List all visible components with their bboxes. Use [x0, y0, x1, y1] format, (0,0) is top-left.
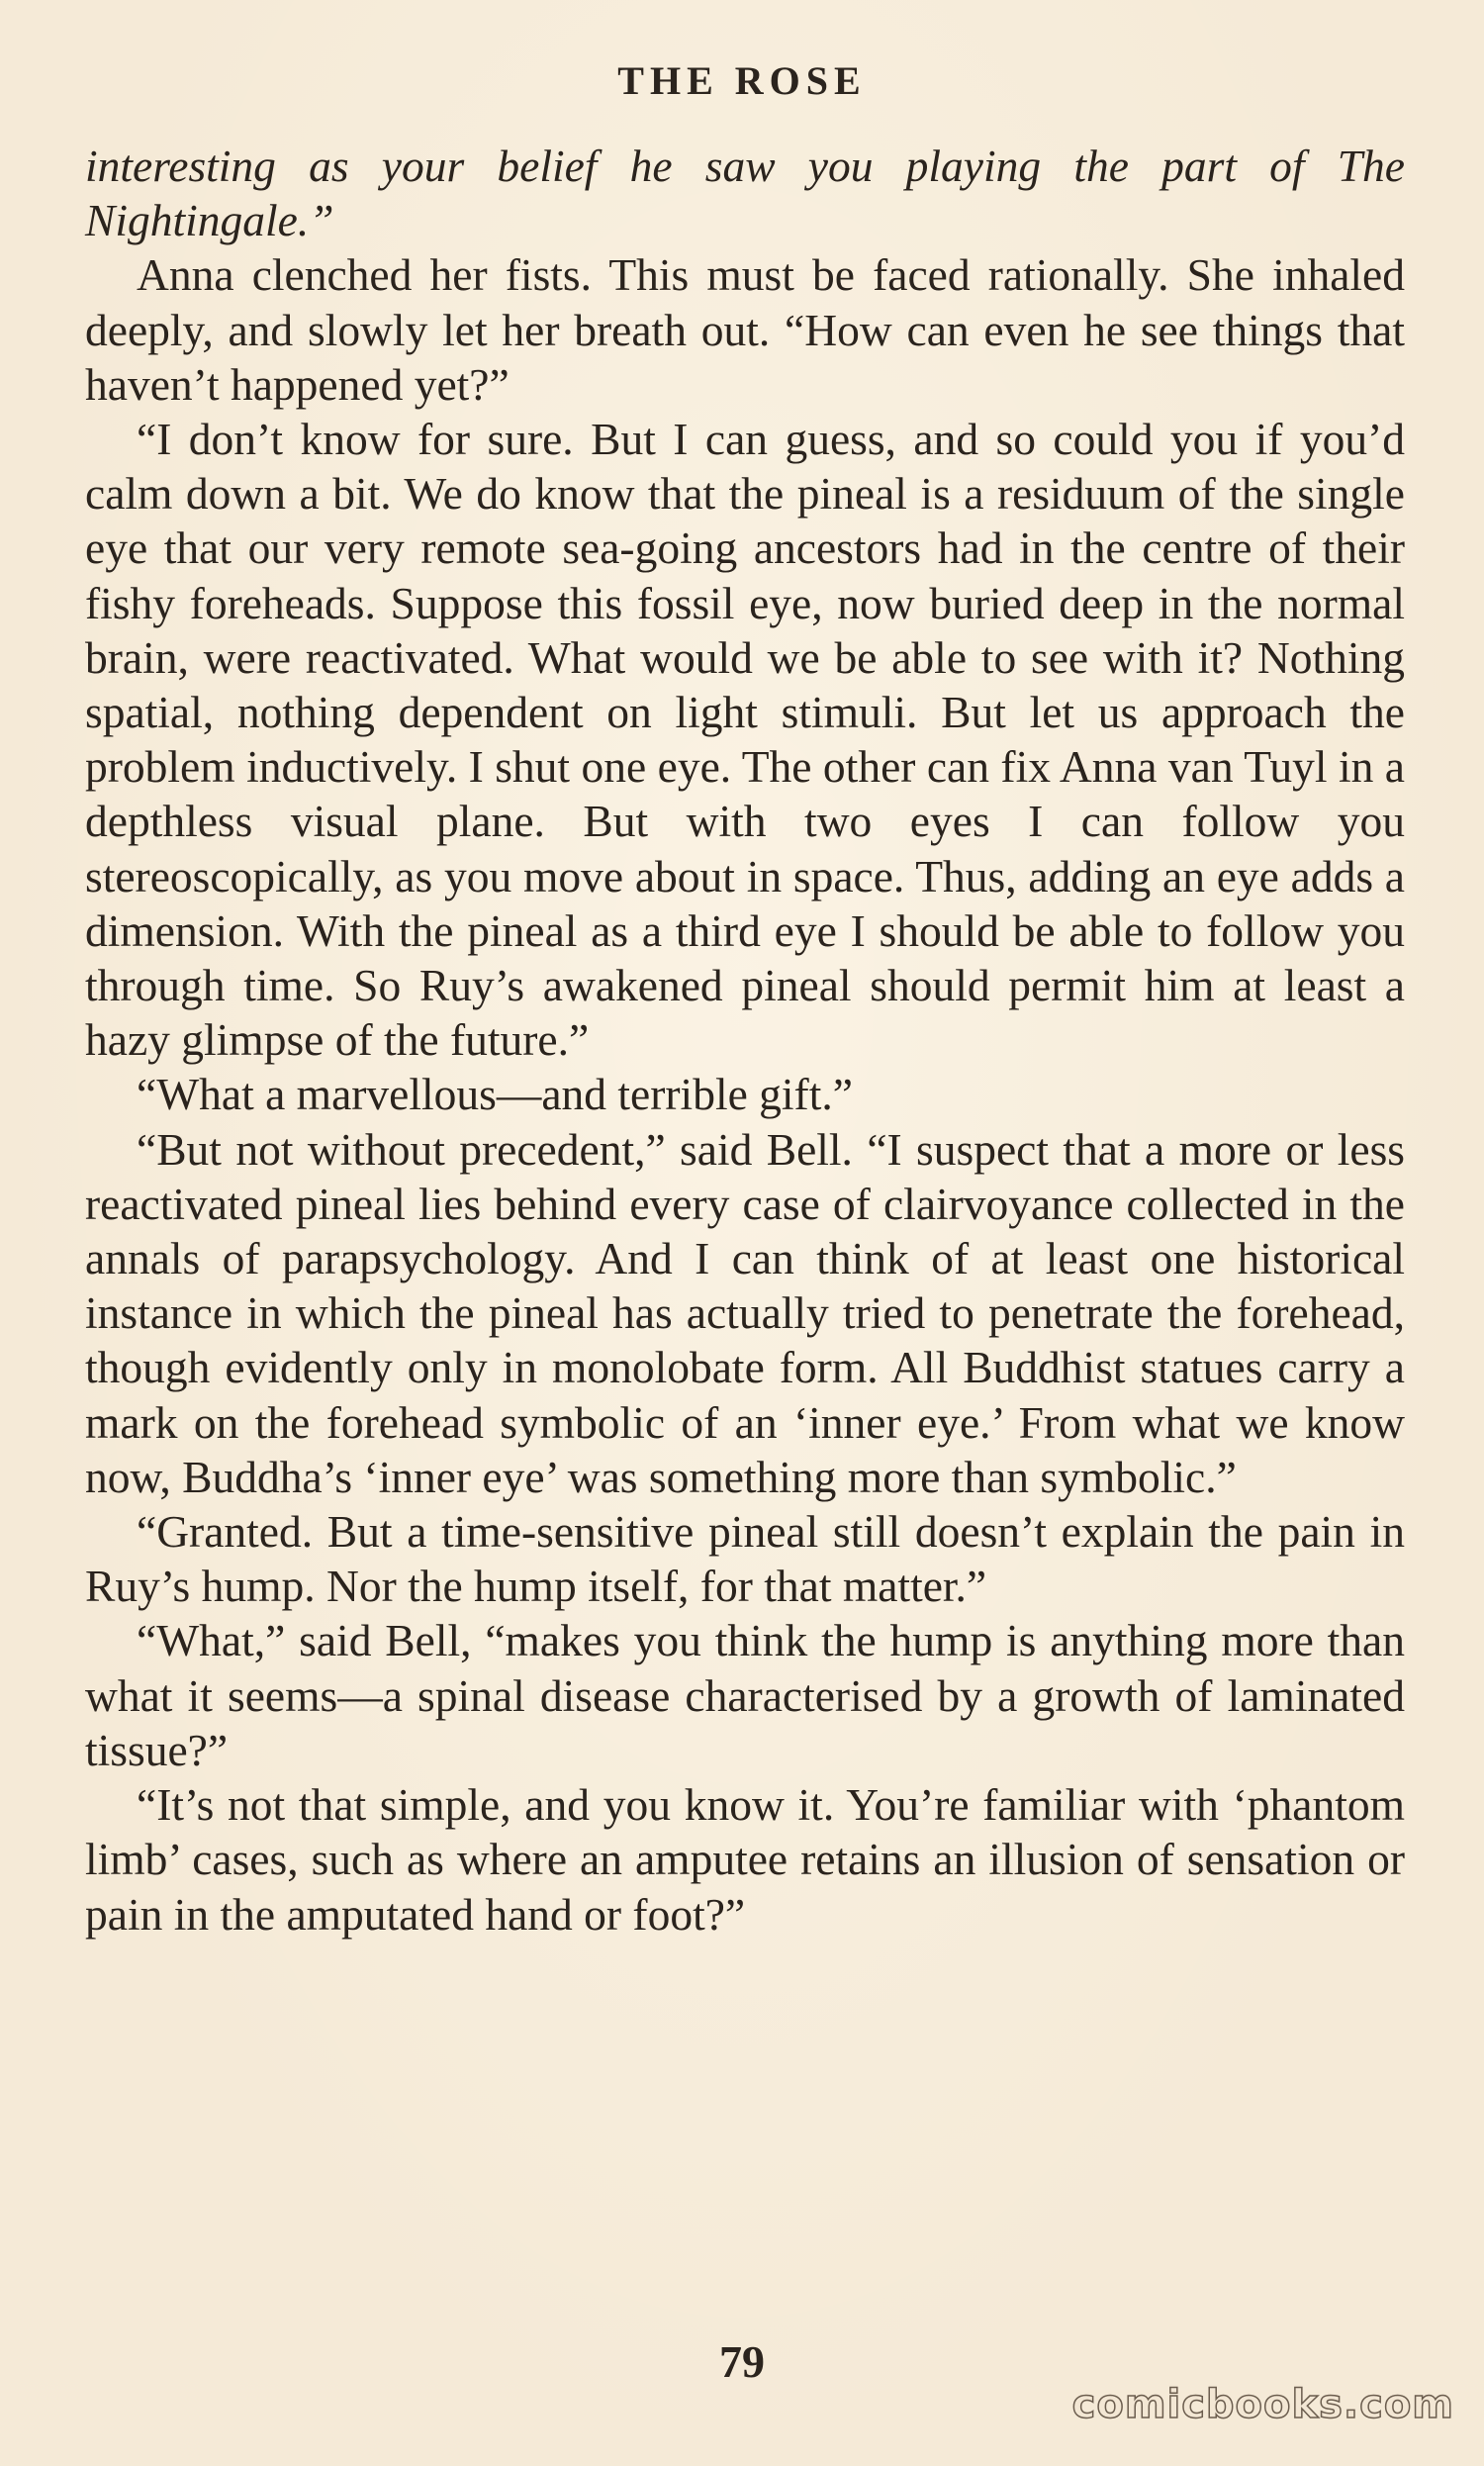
paragraph: “What a marvellous—and terrible gift.”	[137, 1069, 853, 1120]
watermark: comicbooks.com	[1071, 2382, 1454, 2427]
paragraph: “What,” said Bell, “makes you think the hump is anything more than what it seems—a spinal disease characterised by a growth of laminated tissue?”	[85, 1615, 1405, 1775]
paragraph: Anna clenched her fists. This must be faced rationally. She inhaled deeply, and slowly let her breath out. “How can even he see things that haven’t happened yet?”	[85, 249, 1405, 410]
paragraph: “It’s not that simple, and you know it. You’re familiar with ‘phantom limb’ cases, such as where an amputee retains an illusion of sensation or pain in the amputated hand or foot?”	[85, 1779, 1405, 1940]
paragraph-continued: interesting as your belief he saw you playing the part of The Nightingale.”	[85, 141, 1405, 246]
body-text	[85, 139, 1405, 1942]
paragraph: “But not without precedent,” said Bell. “I suspect that a more or less reactivated pineal lies behind every case of clairvoyance collected in the annals of parapsychology. And I can think of at least one historical instance in which the pineal has actually tried to penetrate the forehead, though evidently only in monolobate form. All Buddhist statues carry a mark on the forehead symbolic of an ‘inner eye.’ From what we know now, Buddha’s ‘inner eye’ was something more than symbolic.”	[85, 1123, 1405, 1502]
page-number: 79	[719, 2336, 765, 2387]
paragraph: “Granted. But a time-sensitive pineal still doesn’t explain the pain in Ruy’s hump. Nor the hump itself, for that matter.”	[85, 1506, 1405, 1612]
paragraph: “I don’t know for sure. But I can guess, and so could you if you’d calm down a bit. We do know that the pineal is a residuum of the single eye that our very remote sea-going ancestors had in the centre of their fishy foreheads. Suppose this fossil eye, now buried deep in the normal brain, were reactivated. What would we be able to see with it? Nothing spatial, nothing dependent on light stimuli. But let us approach the problem inductively. I shut one eye. The other can fix Anna van Tuyl in a depthless visual plane. But with two eyes I can follow you stereoscopically, as you move about in space. Thus, adding an eye adds a dimension. With the pineal as a third eye I should be able to follow you through time. So Ruy’s awakened pineal should permit him at least a hazy glimpse of the future.”	[85, 414, 1405, 1066]
running-title: THE ROSE	[617, 58, 867, 103]
